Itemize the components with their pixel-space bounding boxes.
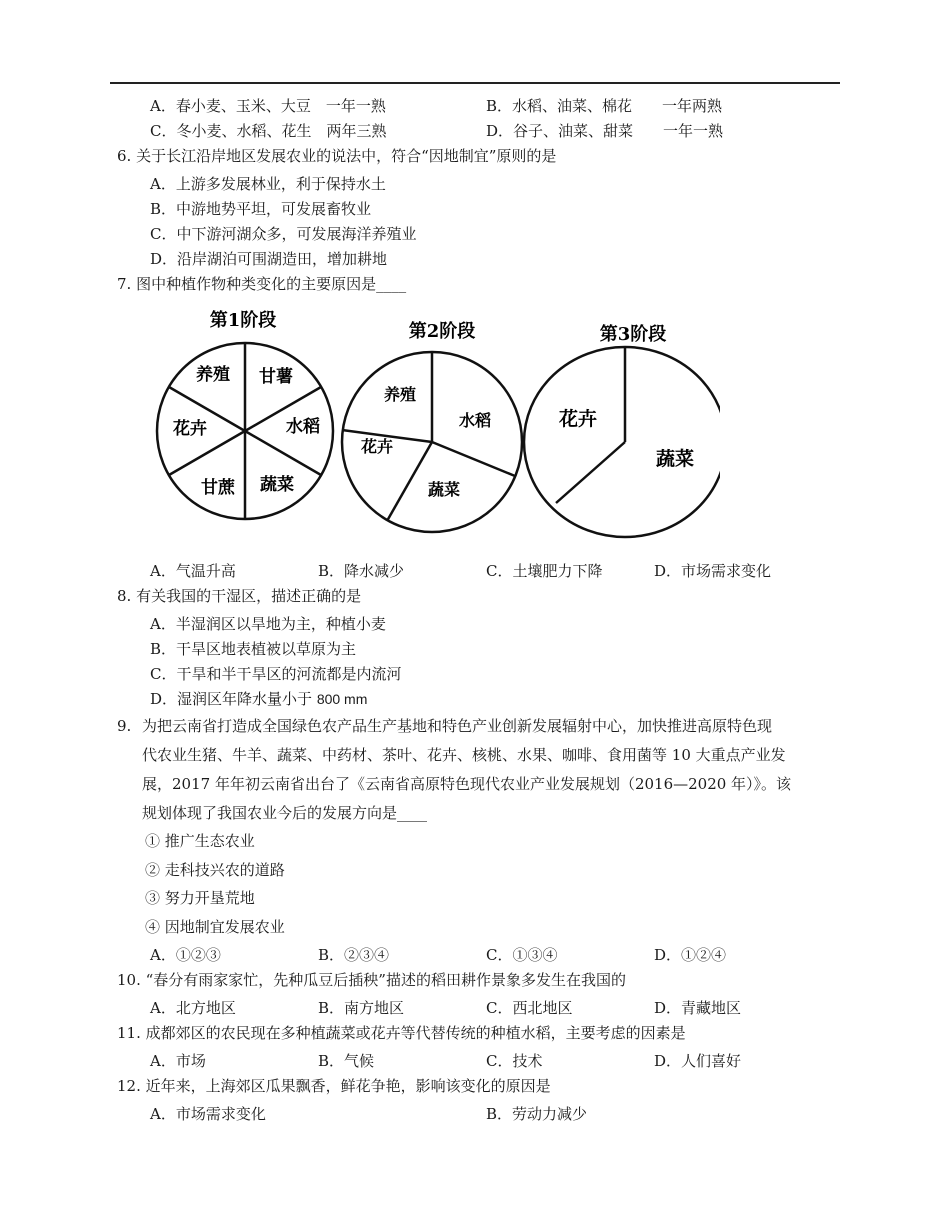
pie-chart-stage-1 [157, 309, 333, 519]
pie-chart-stage-2 [342, 320, 522, 532]
pie-label-vegetables: 蔬菜 [427, 480, 461, 499]
pie-label-flowers: 花卉 [360, 437, 394, 456]
q7-option-a[interactable]: A．气温升高 [150, 562, 236, 580]
q9-item-3: ③ 努力开垦荒地 [145, 889, 255, 907]
pie-title-stage-1: 第1阶段 [209, 310, 277, 331]
q7-stem: 7. 图中种植作物种类变化的主要原因是____ [117, 275, 407, 293]
q7-option-d[interactable]: D．市场需求变化 [654, 562, 772, 580]
q11-option-c[interactable]: C．技术 [486, 1052, 543, 1070]
pie-label-flowers: 花卉 [558, 408, 598, 430]
q9-number: 9. [117, 717, 132, 735]
pie-label-vegetables: 蔬菜 [655, 448, 695, 470]
q9-option-a[interactable]: A．①②③ [150, 946, 221, 964]
q5-option-b[interactable]: B．水稻、油菜、棉花 一年两熟 [486, 97, 723, 115]
pie-label-sugarcane: 甘蔗 [201, 478, 235, 498]
q12-stem: 12. 近年来，上海郊区瓜果飘香，鲜花争艳，影响该变化的原因是 [117, 1077, 551, 1095]
q11-option-b[interactable]: B．气候 [318, 1052, 375, 1070]
pie-title-stage-2: 第2阶段 [408, 321, 476, 342]
pie-label-vegetables: 蔬菜 [260, 475, 294, 495]
pie-label-sweet-potato: 甘薯 [259, 367, 293, 387]
q5-option-d[interactable]: D．谷子、油菜、甜菜 一年一熟 [486, 122, 724, 140]
pie-chart-stage-3 [524, 323, 720, 537]
q8-option-a[interactable]: A．半湿润区以旱地为主，种植小麦 [150, 615, 386, 633]
q9-item-1: ① 推广生态农业 [145, 832, 255, 850]
q6-option-d[interactable]: D．沿岸湖泊可围湖造田，增加耕地 [150, 250, 388, 268]
q11-stem: 11. 成都郊区的农民现在多种植蔬菜或花卉等代替传统的种植水稻，主要考虑的因素是 [117, 1024, 686, 1042]
pie-label-flowers: 花卉 [173, 419, 207, 439]
q9-stem-line-3: 展，2017 年年初云南省出台了《云南省高原特色现代农业产业发展规划（2016—2020 年）》。该 [142, 775, 792, 793]
q10-option-d[interactable]: D．青藏地区 [654, 999, 742, 1017]
pie-title-stage-3: 第3阶段 [599, 324, 667, 345]
q8-option-b[interactable]: B．干旱区地表植被以草原为主 [150, 640, 357, 658]
q10-option-b[interactable]: B．南方地区 [318, 999, 405, 1017]
q8-option-d-value: 800 mm [316, 691, 368, 707]
q11-option-d[interactable]: D．人们喜好 [654, 1052, 742, 1070]
q8-option-d-text: D．湿润区年降水量小于 [150, 690, 313, 708]
q9-option-b[interactable]: B．②③④ [318, 946, 390, 964]
pie-label-aquaculture: 养殖 [383, 385, 417, 404]
q12-option-a[interactable]: A．市场需求变化 [150, 1105, 266, 1123]
q9-stem-line-4: 规划体现了我国农业今后的发展方向是____ [142, 804, 428, 822]
q8-option-d[interactable] [150, 688, 367, 710]
pie-chart-figure [140, 300, 720, 540]
q9-stem-line-2: 代农业生猪、牛羊、蔬菜、中药材、茶叶、花卉、核桃、水果、咖啡、食用菌等 10 大重点产业发 [142, 746, 786, 764]
q6-option-a[interactable]: A．上游多发展林业，利于保持水土 [150, 175, 386, 193]
q9-item-4: ④ 因地制宜发展农业 [145, 918, 285, 936]
q9-stem-line-1: 为把云南省打造成全国绿色农产品生产基地和特色产业创新发展辐射中心，加快推进高原特色现 [142, 717, 773, 735]
q9-option-d[interactable]: D．①②④ [654, 946, 727, 964]
q8-option-c[interactable]: C．干旱和半干旱区的河流都是内流河 [150, 665, 402, 683]
pie-label-rice: 水稻 [458, 411, 492, 430]
q7-option-c[interactable]: C．土壤肥力下降 [486, 562, 603, 580]
q11-option-a[interactable]: A．市场 [150, 1052, 206, 1070]
q10-option-c[interactable]: C．西北地区 [486, 999, 573, 1017]
q6-stem: 6. 关于长江沿岸地区发展农业的说法中，符合“因地制宜”原则的是 [117, 147, 557, 165]
header-rule [110, 82, 840, 84]
q12-option-b[interactable]: B．劳动力减少 [486, 1105, 588, 1123]
pie-label-rice: 水稻 [286, 417, 320, 437]
q7-option-b[interactable]: B．降水减少 [318, 562, 405, 580]
q10-stem: 10. “春分有雨家家忙，先种瓜豆后插秧”描述的稻田耕作景象多发生在我国的 [117, 971, 626, 989]
q8-stem: 8. 有关我国的干湿区，描述正确的是 [117, 587, 362, 605]
q5-option-a[interactable]: A．春小麦、玉米、大豆 一年一熟 [150, 97, 386, 115]
q6-option-b[interactable]: B．中游地势平坦，可发展畜牧业 [150, 200, 372, 218]
q9-option-c[interactable]: C．①③④ [486, 946, 558, 964]
q10-option-a[interactable]: A．北方地区 [150, 999, 236, 1017]
pie-label-aquaculture: 养殖 [196, 365, 230, 385]
pie-circle-stage-3 [524, 347, 720, 537]
q5-option-c[interactable]: C．冬小麦、水稻、花生 两年三熟 [150, 122, 387, 140]
q6-option-c[interactable]: C．中下游河湖众多，可发展海洋养殖业 [150, 225, 417, 243]
q9-item-2: ② 走科技兴农的道路 [145, 861, 285, 879]
